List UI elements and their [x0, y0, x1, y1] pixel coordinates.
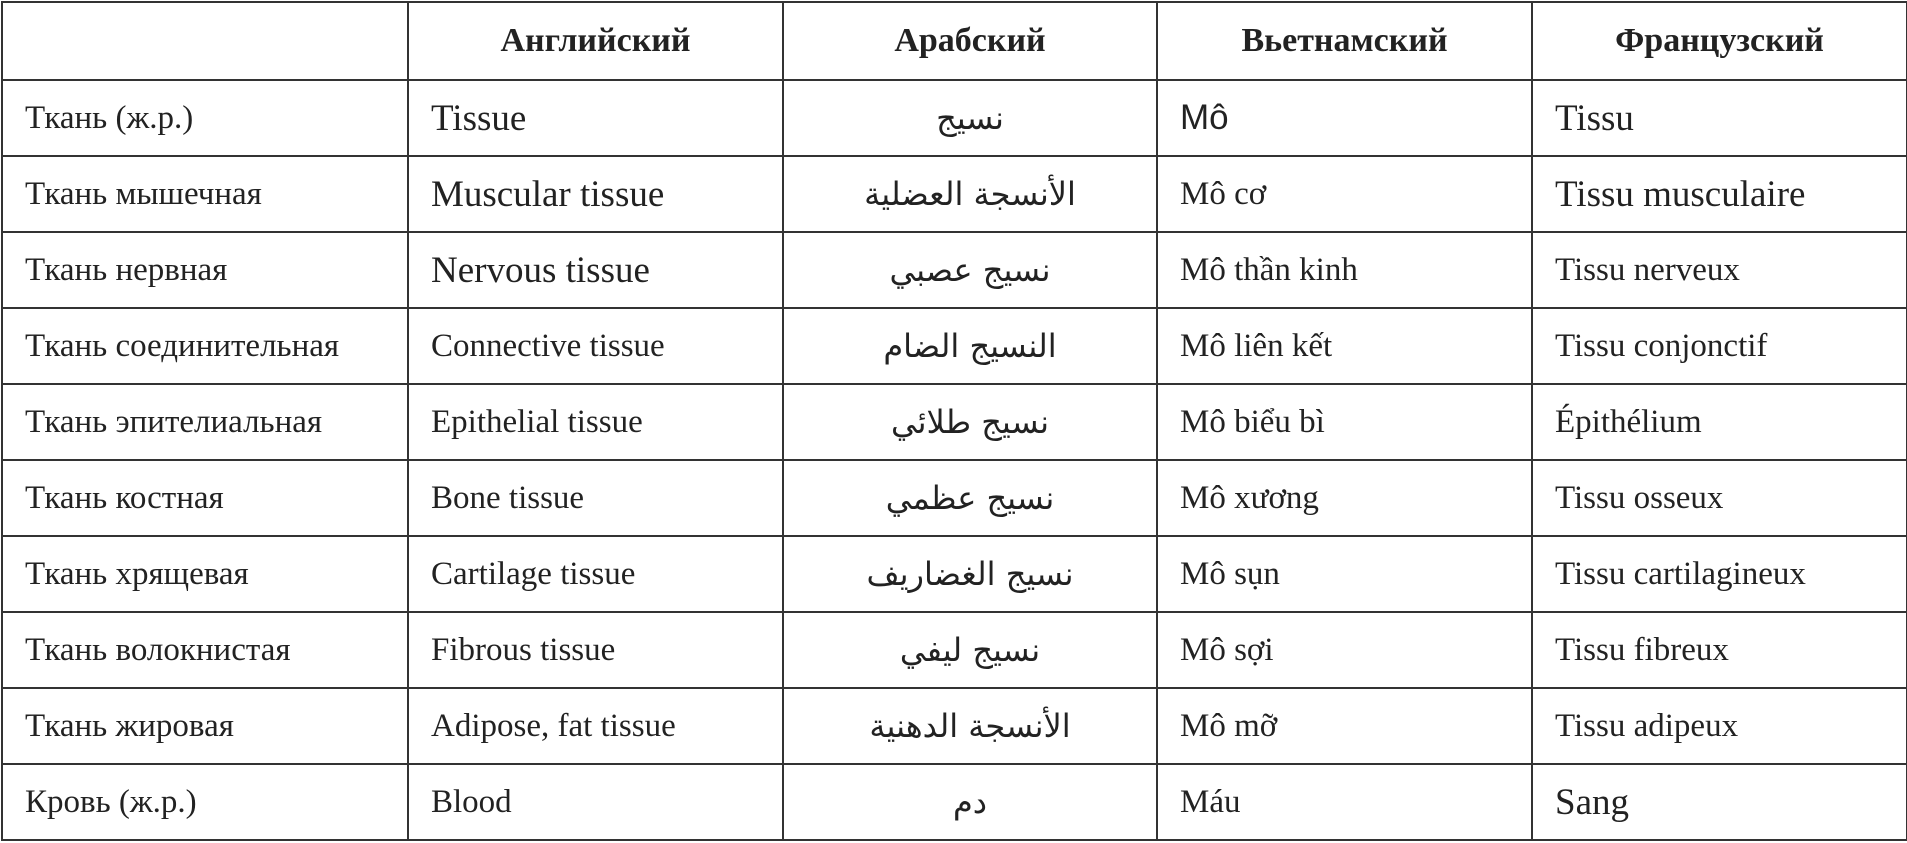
tissue-translation-table [1, 1, 1907, 841]
table-row [2, 384, 1907, 460]
table-row [2, 536, 1907, 612]
cell-french: Tissu nerveux [1532, 232, 1907, 308]
table-row [2, 460, 1907, 536]
cell-arabic: نسيج طلائي [783, 384, 1157, 460]
cell-french: Tissu musculaire [1532, 156, 1907, 232]
table-body [2, 80, 1907, 840]
cell-english: Blood [408, 764, 783, 840]
cell-french: Tissu [1532, 80, 1907, 156]
cell-french: Tissu adipeux [1532, 688, 1907, 764]
table-row [2, 688, 1907, 764]
cell-english: Fibrous tissue [408, 612, 783, 688]
cell-french: Épithélium [1532, 384, 1907, 460]
table-row [2, 80, 1907, 156]
cell-russian: Кровь (ж.р.) [2, 764, 408, 840]
column-header-vietnamese: Вьетнамский [1157, 2, 1532, 80]
cell-russian: Ткань волокнистая [2, 612, 408, 688]
cell-russian: Ткань жировая [2, 688, 408, 764]
cell-arabic: نسيج ليفي [783, 612, 1157, 688]
cell-english: Connective tissue [408, 308, 783, 384]
cell-french: Tissu conjonctif [1532, 308, 1907, 384]
column-header-russian [2, 2, 408, 80]
cell-english: Cartilage tissue [408, 536, 783, 612]
cell-arabic: الأنسجة العضلية [783, 156, 1157, 232]
cell-russian: Ткань мышечная [2, 156, 408, 232]
cell-french: Tissu cartilagineux [1532, 536, 1907, 612]
cell-russian: Ткань костная [2, 460, 408, 536]
cell-russian: Ткань хрящевая [2, 536, 408, 612]
cell-arabic: نسيج عصبي [783, 232, 1157, 308]
cell-russian: Ткань соединительная [2, 308, 408, 384]
cell-vietnamese: Mô mỡ [1157, 688, 1532, 764]
table-row [2, 308, 1907, 384]
cell-arabic: نسيج الغضاريف [783, 536, 1157, 612]
column-header-arabic: Арабский [783, 2, 1157, 80]
cell-vietnamese: Mô sợi [1157, 612, 1532, 688]
cell-english: Muscular tissue [408, 156, 783, 232]
cell-english: Epithelial tissue [408, 384, 783, 460]
cell-vietnamese: Mô xương [1157, 460, 1532, 536]
cell-russian: Ткань (ж.р.) [2, 80, 408, 156]
cell-vietnamese: Mô thần kinh [1157, 232, 1532, 308]
cell-french: Tissu osseux [1532, 460, 1907, 536]
cell-arabic: الأنسجة الدهنية [783, 688, 1157, 764]
table-row [2, 612, 1907, 688]
cell-arabic: نسيج عظمي [783, 460, 1157, 536]
table-row [2, 764, 1907, 840]
cell-vietnamese: Mô sụn [1157, 536, 1532, 612]
cell-english: Nervous tissue [408, 232, 783, 308]
header-row [2, 2, 1907, 80]
cell-english: Tissue [408, 80, 783, 156]
cell-russian: Ткань нервная [2, 232, 408, 308]
cell-arabic: نسيج [783, 80, 1157, 156]
column-header-english: Английский [408, 2, 783, 80]
cell-french: Tissu fibreux [1532, 612, 1907, 688]
cell-vietnamese: Mô cơ [1157, 156, 1532, 232]
cell-vietnamese: Mô biểu bì [1157, 384, 1532, 460]
table-row [2, 156, 1907, 232]
cell-english: Adipose, fat tissue [408, 688, 783, 764]
cell-arabic: دم [783, 764, 1157, 840]
column-header-french: Французский [1532, 2, 1907, 80]
cell-vietnamese: Mô [1157, 80, 1532, 156]
cell-vietnamese: Mô liên kết [1157, 308, 1532, 384]
cell-arabic: النسيج الضام [783, 308, 1157, 384]
cell-english: Bone tissue [408, 460, 783, 536]
cell-vietnamese: Máu [1157, 764, 1532, 840]
table-row [2, 232, 1907, 308]
cell-russian: Ткань эпителиальная [2, 384, 408, 460]
cell-french: Sang [1532, 764, 1907, 840]
